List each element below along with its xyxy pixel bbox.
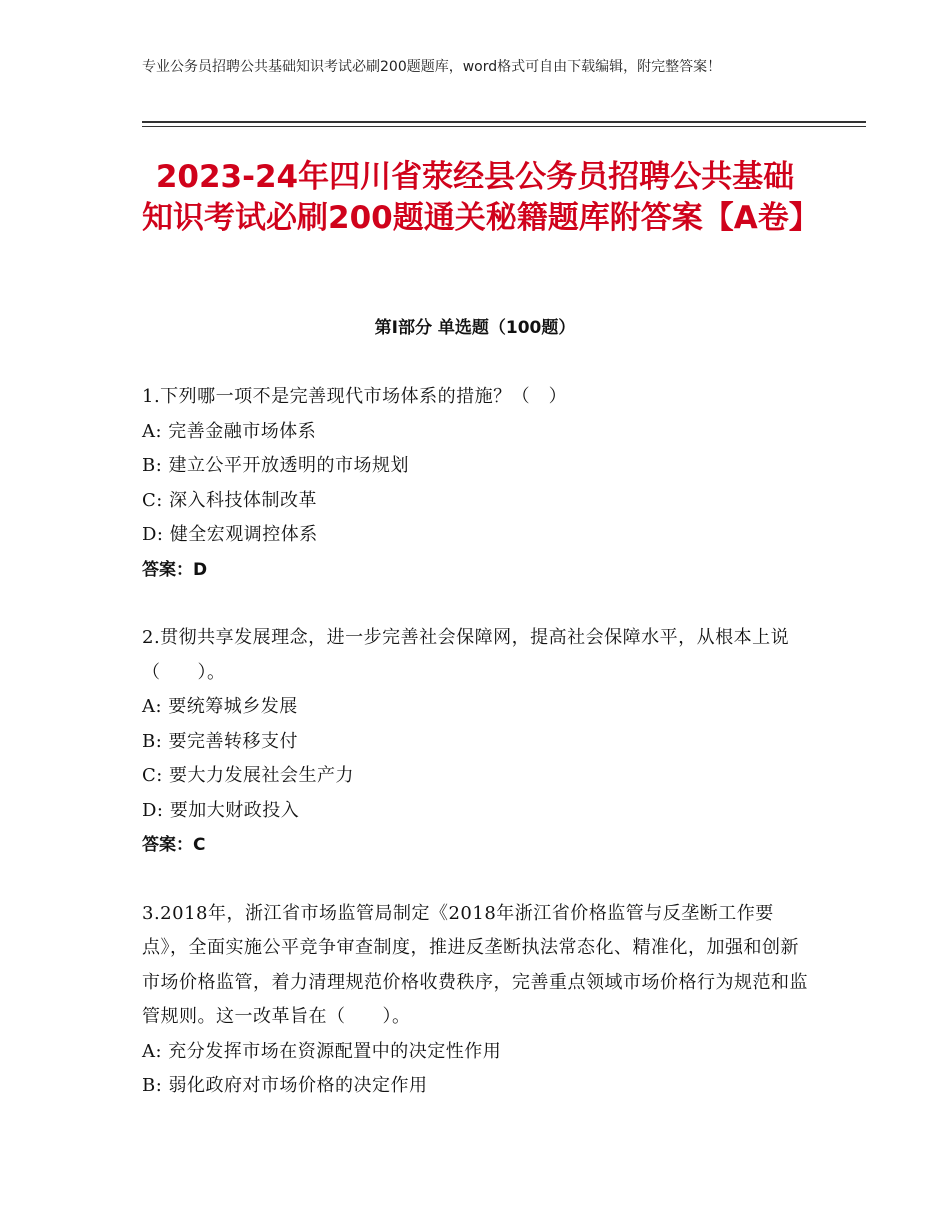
option-d: D: 要加大财政投入 xyxy=(142,799,300,821)
header-rule-thick xyxy=(142,121,866,123)
option-c: C: 要大力发展社会生产力 xyxy=(142,765,355,786)
option-a: A: 充分发挥市场在资源配置中的决定性作用 xyxy=(142,1040,502,1062)
answer: 答案：C xyxy=(142,835,206,855)
question-stem: 2.贯彻共享发展理念，进一步完善社会保障网，提高社会保障水平，从根本上说（ ）。 xyxy=(142,627,790,683)
question-stem: 3.2018年，浙江省市场监管局制定《2018年浙江省价格监管与反垄断工作要点》，全面实施公平竞争审查制度，推进反垄断执法常态化、精准化，加强和创新市场价格监管，着力清理规范价格收费秩序，完善重点领域市场价格行为规范和监管规则。这一改革旨在（ ）。 xyxy=(142,902,808,1027)
option-a: A: 完善金融市场体系 xyxy=(142,420,317,442)
option-d: D: 健全宏观调控体系 xyxy=(142,524,318,545)
option-b: B: 要完善转移支付 xyxy=(142,730,299,752)
option-b: B: 弱化政府对市场价格的决定作用 xyxy=(142,1075,428,1096)
header-note: 专业公务员招聘公共基础知识考试必刷200题题库，word格式可自由下载编辑，附完整答案！ xyxy=(142,59,722,75)
question-2 xyxy=(142,621,808,863)
option-a: A: 要统筹城乡发展 xyxy=(142,696,298,717)
question-list xyxy=(142,380,808,1138)
question-3 xyxy=(142,897,808,1104)
question-1 xyxy=(142,380,808,587)
answer: 答案：D xyxy=(142,559,208,580)
question-stem: 1.下列哪一项不是完善现代市场体系的措施？（ ） xyxy=(142,386,568,407)
header-rule-thin xyxy=(142,126,866,127)
option-c: C: 深入科技体制改革 xyxy=(142,489,318,511)
option-b: B: 建立公平开放透明的市场规划 xyxy=(142,455,410,476)
section-title: 第Ⅰ部分 单选题（100题） xyxy=(374,318,576,338)
document-title: 2023-24年四川省荥经县公务员招聘公共基础知识考试必刷200题通关秘籍题库附答案【A卷】 xyxy=(142,159,820,236)
